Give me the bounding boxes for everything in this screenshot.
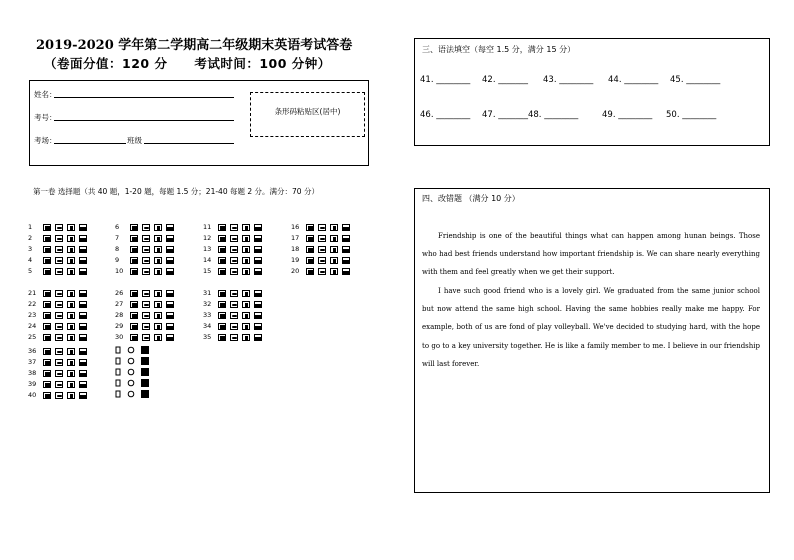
option-d-bubble[interactable] (79, 246, 87, 253)
option-a-bubble[interactable] (306, 246, 314, 253)
option-b-bubble[interactable] (142, 323, 150, 330)
option-c-bubble[interactable] (154, 224, 162, 231)
option-c-bubble[interactable] (67, 334, 75, 341)
option-a-bubble[interactable] (306, 235, 314, 242)
option-d-bubble[interactable] (79, 370, 87, 377)
option-a-bubble[interactable] (218, 257, 226, 264)
grammar-box (414, 38, 770, 146)
option-c-bubble[interactable] (67, 381, 75, 388)
question-number: 2 (28, 234, 33, 242)
question-number: 40 (28, 391, 37, 399)
option-d-bubble[interactable] (254, 290, 262, 297)
option-c-bubble[interactable] (67, 246, 75, 253)
option-d-bubble[interactable] (254, 224, 262, 231)
option-a-bubble[interactable] (43, 224, 51, 231)
question-number: 38 (28, 369, 37, 377)
option-a-bubble[interactable] (43, 381, 51, 388)
option-b-bubble[interactable] (142, 290, 150, 297)
option-d-bubble[interactable] (166, 301, 174, 308)
class-field[interactable] (144, 143, 234, 144)
filled-square-box[interactable] (141, 357, 149, 365)
option-c-bubble[interactable] (330, 246, 338, 253)
option-d-bubble[interactable] (166, 312, 174, 319)
option-c-bubble[interactable] (67, 257, 75, 264)
question-number: 7 (115, 234, 120, 242)
option-d-bubble[interactable] (166, 290, 174, 297)
question-number: 29 (115, 322, 124, 330)
option-d-bubble[interactable] (342, 235, 350, 242)
option-c-bubble[interactable] (154, 334, 162, 341)
option-d-bubble[interactable] (79, 381, 87, 388)
question-number: 14 (203, 256, 212, 264)
option-b-bubble[interactable] (230, 323, 238, 330)
option-b-bubble[interactable] (142, 224, 150, 231)
exam-title: 2019-2020 学年第二学期高二年级期末英语考试答卷 (36, 38, 353, 53)
room-field[interactable] (54, 143, 126, 144)
option-b-bubble[interactable] (142, 235, 150, 242)
option-a-bubble[interactable] (43, 348, 51, 355)
option-a-bubble[interactable] (43, 392, 51, 399)
option-b-bubble[interactable] (55, 246, 63, 253)
filled-square-box[interactable] (141, 379, 149, 387)
option-a-bubble[interactable] (218, 235, 226, 242)
true-mark-icon[interactable] (114, 357, 122, 365)
false-mark-icon[interactable] (127, 390, 135, 398)
option-d-bubble[interactable] (254, 257, 262, 264)
option-d-bubble[interactable] (254, 235, 262, 242)
option-d-bubble[interactable] (79, 392, 87, 399)
grammar-blank-42[interactable]: 42. _______ (482, 75, 528, 85)
option-c-bubble[interactable] (154, 235, 162, 242)
student-info-box (29, 80, 369, 166)
grammar-blank-41[interactable]: 41. ________ (420, 75, 471, 85)
question-number: 12 (203, 234, 212, 242)
option-a-bubble[interactable] (43, 257, 51, 264)
question-number: 22 (28, 300, 37, 308)
option-a-bubble[interactable] (130, 257, 138, 264)
option-b-bubble[interactable] (142, 257, 150, 264)
option-d-bubble[interactable] (79, 301, 87, 308)
option-b-bubble[interactable] (55, 348, 63, 355)
section1-title: 第一卷 选择题（共 40 题，1-20 题，每题 1.5 分；21-40 每题 2 分。满分：70 分） (33, 187, 319, 196)
question-number: 23 (28, 311, 37, 319)
option-d-bubble[interactable] (342, 246, 350, 253)
option-d-bubble[interactable] (166, 268, 174, 275)
option-b-bubble[interactable] (55, 392, 63, 399)
option-a-bubble[interactable] (43, 268, 51, 275)
question-number: 31 (203, 289, 212, 297)
option-b-bubble[interactable] (142, 268, 150, 275)
grammar-blank-47-48[interactable]: 47. _______48. ________ (482, 110, 579, 120)
option-a-bubble[interactable] (306, 268, 314, 275)
option-b-bubble[interactable] (55, 381, 63, 388)
option-c-bubble[interactable] (154, 257, 162, 264)
option-b-bubble[interactable] (55, 301, 63, 308)
option-d-bubble[interactable] (166, 235, 174, 242)
true-mark-icon[interactable] (114, 379, 122, 387)
option-c-bubble[interactable] (242, 257, 250, 264)
exam-subtitle (44, 54, 353, 72)
question-number: 24 (28, 322, 37, 330)
option-b-bubble[interactable] (230, 246, 238, 253)
option-c-bubble[interactable] (154, 312, 162, 319)
option-d-bubble[interactable] (79, 334, 87, 341)
true-mark-icon[interactable] (114, 368, 122, 376)
option-b-bubble[interactable] (230, 268, 238, 275)
question-number: 19 (291, 256, 300, 264)
question-number: 32 (203, 300, 212, 308)
option-c-bubble[interactable] (242, 235, 250, 242)
option-d-bubble[interactable] (79, 257, 87, 264)
option-b-bubble[interactable] (318, 224, 326, 231)
option-c-bubble[interactable] (67, 370, 75, 377)
option-b-bubble[interactable] (142, 312, 150, 319)
option-b-bubble[interactable] (230, 312, 238, 319)
option-d-bubble[interactable] (254, 312, 262, 319)
option-d-bubble[interactable] (254, 268, 262, 275)
option-a-bubble[interactable] (130, 246, 138, 253)
option-a-bubble[interactable] (218, 301, 226, 308)
option-c-bubble[interactable] (67, 323, 75, 330)
option-c-bubble[interactable] (67, 392, 75, 399)
filled-square-box[interactable] (141, 368, 149, 376)
filled-square-box[interactable] (141, 390, 149, 398)
barcode-area (250, 92, 365, 137)
question-number: 33 (203, 311, 212, 319)
option-d-bubble[interactable] (79, 312, 87, 319)
option-b-bubble[interactable] (55, 323, 63, 330)
option-a-bubble[interactable] (218, 224, 226, 231)
grammar-blank-49[interactable]: 49. ________ (602, 110, 653, 120)
question-number: 16 (291, 223, 300, 231)
option-c-bubble[interactable] (154, 246, 162, 253)
score-info: （卷面分值：120 分 (44, 56, 168, 71)
option-b-bubble[interactable] (318, 246, 326, 253)
option-d-bubble[interactable] (254, 301, 262, 308)
option-c-bubble[interactable] (67, 312, 75, 319)
question-number: 3 (28, 245, 33, 253)
name-label: 姓名： (34, 90, 57, 99)
option-b-bubble[interactable] (55, 370, 63, 377)
option-a-bubble[interactable] (130, 290, 138, 297)
option-b-bubble[interactable] (55, 268, 63, 275)
id-field[interactable] (54, 120, 234, 121)
class-label: 班级 (127, 136, 142, 145)
option-d-bubble[interactable] (166, 323, 174, 330)
option-d-bubble[interactable] (254, 246, 262, 253)
option-d-bubble[interactable] (79, 224, 87, 231)
option-a-bubble[interactable] (130, 235, 138, 242)
question-number: 28 (115, 311, 124, 319)
question-number: 17 (291, 234, 300, 242)
time-info: 考试时间：100 分钟） (194, 56, 331, 71)
option-d-bubble[interactable] (79, 348, 87, 355)
option-b-bubble[interactable] (142, 301, 150, 308)
grammar-blank-44[interactable]: 44. ________ (608, 75, 659, 85)
option-a-bubble[interactable] (306, 257, 314, 264)
option-c-bubble[interactable] (242, 334, 250, 341)
question-number: 34 (203, 322, 212, 330)
question-number: 39 (28, 380, 37, 388)
option-c-bubble[interactable] (242, 301, 250, 308)
option-d-bubble[interactable] (342, 268, 350, 275)
option-d-bubble[interactable] (342, 224, 350, 231)
option-c-bubble[interactable] (242, 312, 250, 319)
option-b-bubble[interactable] (142, 246, 150, 253)
option-c-bubble[interactable] (67, 268, 75, 275)
option-c-bubble[interactable] (242, 268, 250, 275)
question-number: 13 (203, 245, 212, 253)
option-a-bubble[interactable] (130, 334, 138, 341)
question-number: 36 (28, 347, 37, 355)
false-mark-icon[interactable] (127, 357, 135, 365)
option-a-bubble[interactable] (218, 268, 226, 275)
option-c-bubble[interactable] (67, 224, 75, 231)
option-c-bubble[interactable] (67, 359, 75, 366)
option-c-bubble[interactable] (330, 268, 338, 275)
option-b-bubble[interactable] (55, 235, 63, 242)
option-b-bubble[interactable] (230, 301, 238, 308)
question-number: 25 (28, 333, 37, 341)
question-number: 8 (115, 245, 120, 253)
option-d-bubble[interactable] (79, 359, 87, 366)
option-c-bubble[interactable] (330, 235, 338, 242)
question-number: 4 (28, 256, 33, 264)
option-a-bubble[interactable] (43, 290, 51, 297)
true-mark-icon[interactable] (114, 346, 122, 354)
option-c-bubble[interactable] (67, 290, 75, 297)
option-b-bubble[interactable] (55, 312, 63, 319)
option-a-bubble[interactable] (218, 246, 226, 253)
question-number: 21 (28, 289, 37, 297)
option-d-bubble[interactable] (79, 323, 87, 330)
option-c-bubble[interactable] (242, 246, 250, 253)
option-a-bubble[interactable] (43, 323, 51, 330)
option-b-bubble[interactable] (55, 224, 63, 231)
question-number: 27 (115, 300, 124, 308)
option-b-bubble[interactable] (230, 334, 238, 341)
option-d-bubble[interactable] (79, 290, 87, 297)
option-d-bubble[interactable] (166, 334, 174, 341)
option-a-bubble[interactable] (130, 323, 138, 330)
barcode-label: 条形码粘贴区(居中) (274, 107, 341, 116)
false-mark-icon[interactable] (127, 379, 135, 387)
question-number: 11 (203, 223, 212, 231)
option-b-bubble[interactable] (142, 334, 150, 341)
option-a-bubble[interactable] (218, 334, 226, 341)
option-a-bubble[interactable] (218, 290, 226, 297)
option-c-bubble[interactable] (242, 224, 250, 231)
option-c-bubble[interactable] (67, 301, 75, 308)
filled-square-box[interactable] (141, 346, 149, 354)
false-mark-icon[interactable] (127, 368, 135, 376)
option-d-bubble[interactable] (254, 334, 262, 341)
correction-box (414, 188, 770, 493)
question-number: 30 (115, 333, 124, 341)
option-a-bubble[interactable] (130, 268, 138, 275)
option-a-bubble[interactable] (218, 312, 226, 319)
question-number: 10 (115, 267, 124, 275)
option-a-bubble[interactable] (43, 246, 51, 253)
option-d-bubble[interactable] (254, 323, 262, 330)
option-a-bubble[interactable] (43, 359, 51, 366)
option-c-bubble[interactable] (154, 268, 162, 275)
option-c-bubble[interactable] (154, 323, 162, 330)
option-a-bubble[interactable] (306, 224, 314, 231)
correction-title: 四、改错题 （满分 10 分） (422, 194, 520, 203)
option-a-bubble[interactable] (43, 370, 51, 377)
option-a-bubble[interactable] (43, 334, 51, 341)
grammar-blank-43[interactable]: 43. ________ (543, 75, 594, 85)
option-a-bubble[interactable] (43, 235, 51, 242)
grammar-title: 三、语法填空（每空 1.5 分，满分 15 分） (422, 45, 576, 54)
question-number: 26 (115, 289, 124, 297)
question-number: 18 (291, 245, 300, 253)
room-label: 考场： (34, 136, 57, 145)
question-number: 20 (291, 267, 300, 275)
option-c-bubble[interactable] (242, 323, 250, 330)
option-b-bubble[interactable] (230, 257, 238, 264)
option-c-bubble[interactable] (242, 290, 250, 297)
option-b-bubble[interactable] (230, 224, 238, 231)
option-b-bubble[interactable] (230, 290, 238, 297)
option-c-bubble[interactable] (67, 235, 75, 242)
option-a-bubble[interactable] (130, 301, 138, 308)
question-number: 5 (28, 267, 33, 275)
true-mark-icon[interactable] (114, 390, 122, 398)
option-a-bubble[interactable] (43, 312, 51, 319)
option-b-bubble[interactable] (318, 235, 326, 242)
option-a-bubble[interactable] (130, 312, 138, 319)
option-b-bubble[interactable] (318, 268, 326, 275)
false-mark-icon[interactable] (127, 346, 135, 354)
correction-paragraph-2: I have such good friend who is a lovely girl. We graduated from the same junior school but now attend the same high school. Having the same hobbies really make me happy. For example, both of us are fond of play volleyball. We've decided to studying hard, with the hope to go to a key university together. He is like a family member to me. I believe in our friendship will last forever. (422, 287, 760, 368)
option-d-bubble[interactable] (79, 268, 87, 275)
option-a-bubble[interactable] (218, 323, 226, 330)
grammar-blank-45[interactable]: 45. ________ (670, 75, 721, 85)
option-b-bubble[interactable] (55, 290, 63, 297)
option-a-bubble[interactable] (43, 301, 51, 308)
question-number: 35 (203, 333, 212, 341)
option-b-bubble[interactable] (55, 359, 63, 366)
grammar-blank-46[interactable]: 46. ________ (420, 110, 471, 120)
grammar-blank-50[interactable]: 50. ________ (666, 110, 717, 120)
option-d-bubble[interactable] (166, 224, 174, 231)
option-d-bubble[interactable] (166, 246, 174, 253)
option-b-bubble[interactable] (230, 235, 238, 242)
option-d-bubble[interactable] (166, 257, 174, 264)
option-c-bubble[interactable] (330, 257, 338, 264)
option-c-bubble[interactable] (154, 290, 162, 297)
question-number: 1 (28, 223, 33, 231)
name-field[interactable] (54, 97, 234, 98)
option-d-bubble[interactable] (79, 235, 87, 242)
option-c-bubble[interactable] (330, 224, 338, 231)
option-a-bubble[interactable] (130, 224, 138, 231)
correction-paragraph-1: Friendship is one of the beautiful things what can happen among hunan beings. Those who had best friends understand how important friendship is. We can share nearly everything with them and feel greatly when we get their support. (422, 232, 760, 277)
option-d-bubble[interactable] (342, 257, 350, 264)
question-number: 37 (28, 358, 37, 366)
id-label: 考号： (34, 113, 57, 122)
option-b-bubble[interactable] (318, 257, 326, 264)
option-c-bubble[interactable] (67, 348, 75, 355)
option-c-bubble[interactable] (154, 301, 162, 308)
question-number: 9 (115, 256, 120, 264)
option-b-bubble[interactable] (55, 257, 63, 264)
question-number: 15 (203, 267, 212, 275)
question-number: 6 (115, 223, 120, 231)
option-b-bubble[interactable] (55, 334, 63, 341)
